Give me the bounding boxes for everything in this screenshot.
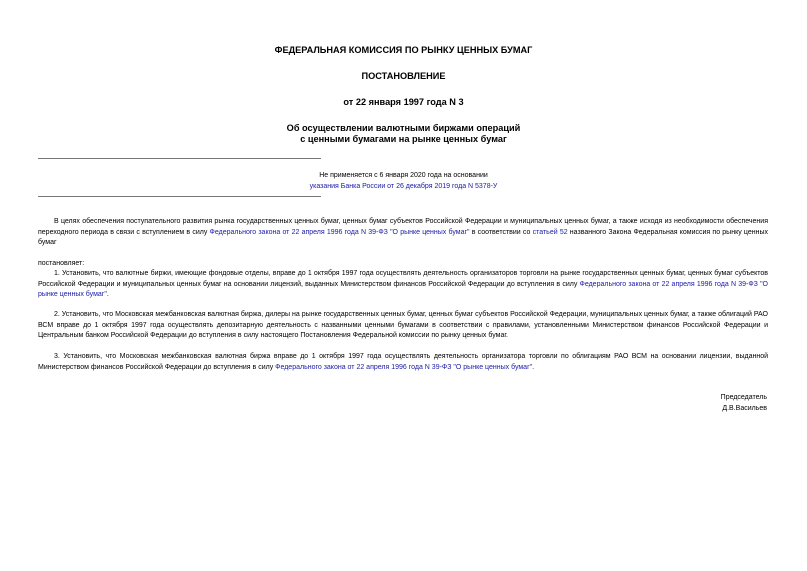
item-3-end: . xyxy=(532,363,535,371)
preamble-text-3: названного Закона Федеральная комиссия по рынку ценных бумаг xyxy=(38,228,768,247)
preamble-text-1: В целях обеспечения поступательного развития рынка государственных ценных бумаг, ценных бумаг субъектов Российской Федерации и муниципальных ценных бумаг, а также исходя из необходимости обеспечения переходного периода в связи с вступлением в силу xyxy=(38,218,768,236)
law-link-preamble[interactable]: Федерального закона от 22 апреля 1996 года N 39-ФЗ "О рынке ценных бумаг" xyxy=(209,228,470,236)
law-link-item-3[interactable]: Федерального закона от 22 апреля 1996 года N 39-ФЗ "О рынке ценных бумаг" xyxy=(275,363,533,371)
item-1-paragraph xyxy=(38,269,768,301)
preamble-paragraph xyxy=(38,217,768,249)
validity-note-link[interactable]: указания Банка России от 26 декабря 2019 года N 5378-У xyxy=(309,183,498,190)
document-title-line1: Об осуществлении валютными биржами операций xyxy=(286,123,521,133)
preamble-text-2: в соответствии со xyxy=(469,228,533,236)
document-date-number: от 22 января 1997 года N 3 xyxy=(343,97,464,107)
validity-note: Не применяется с 6 января 2020 года на основании xyxy=(319,172,488,179)
document-title-line2: с ценными бумагами на рынке ценных бумаг xyxy=(300,134,507,144)
article-52-link[interactable]: статьей 52 xyxy=(532,228,568,236)
item-1-end: . xyxy=(106,291,109,299)
signatory-name: Д.В.Васильев xyxy=(722,405,767,412)
item-2-paragraph: 2. Установить, что Московская межбанковская валютная биржа, дилеры на рынке государственных ценных бумаг, ценных бумаг субъектов Российской Федерации, муниципальных ценных бумаг, а также облигаций РАО ВСМ вправе до 1 октября 1997 года осуществлять депозитарную деятельность с названными ценными бумагами в соответствии с правилами, установленными Министерством финансов Российской Федерации и Центральным банком Российской Федерации до вступления в силу настоящего Постановления Федеральной комиссии по рынку ценных бумаг. xyxy=(38,311,768,340)
law-link-item-1[interactable]: Федерального закона от 22 апреля 1996 года N 39-ФЗ "О рынке ценных бумаг" xyxy=(38,280,768,299)
item-3-paragraph xyxy=(38,352,768,373)
validity-note-link-wrap xyxy=(0,181,807,192)
agency-title: ФЕДЕРАЛЬНАЯ КОМИССИЯ ПО РЫНКУ ЦЕННЫХ БУМАГ xyxy=(274,45,533,55)
item-1-text: 1. Установить, что валютные биржи, имеющие фондовые отделы, вправе до 1 октября 1997 года осуществлять деятельность организаторов торговли на рынке государственных ценных бумаг, ценных бумаг субъектов Российской Федерации и муниципальных ценных бумаг на основании лицензий, выданных Министерством финансов Российской Федерации до вступления в силу xyxy=(38,270,768,288)
signatory-role: Председатель xyxy=(720,394,767,401)
resolves-label: постановляет: xyxy=(38,260,85,267)
top-divider xyxy=(38,158,321,159)
item-3-text: 3. Установить, что Московская межбанковская валютная биржа вправе до 1 октября 1997 года осуществлять деятельность организатора торговли по облигациям РАО ВСМ на основании лицензии, выданной Министерством финансов Российской Федерации до вступления в силу xyxy=(38,353,768,371)
document-type: ПОСТАНОВЛЕНИЕ xyxy=(361,71,446,81)
bottom-divider xyxy=(38,196,321,197)
